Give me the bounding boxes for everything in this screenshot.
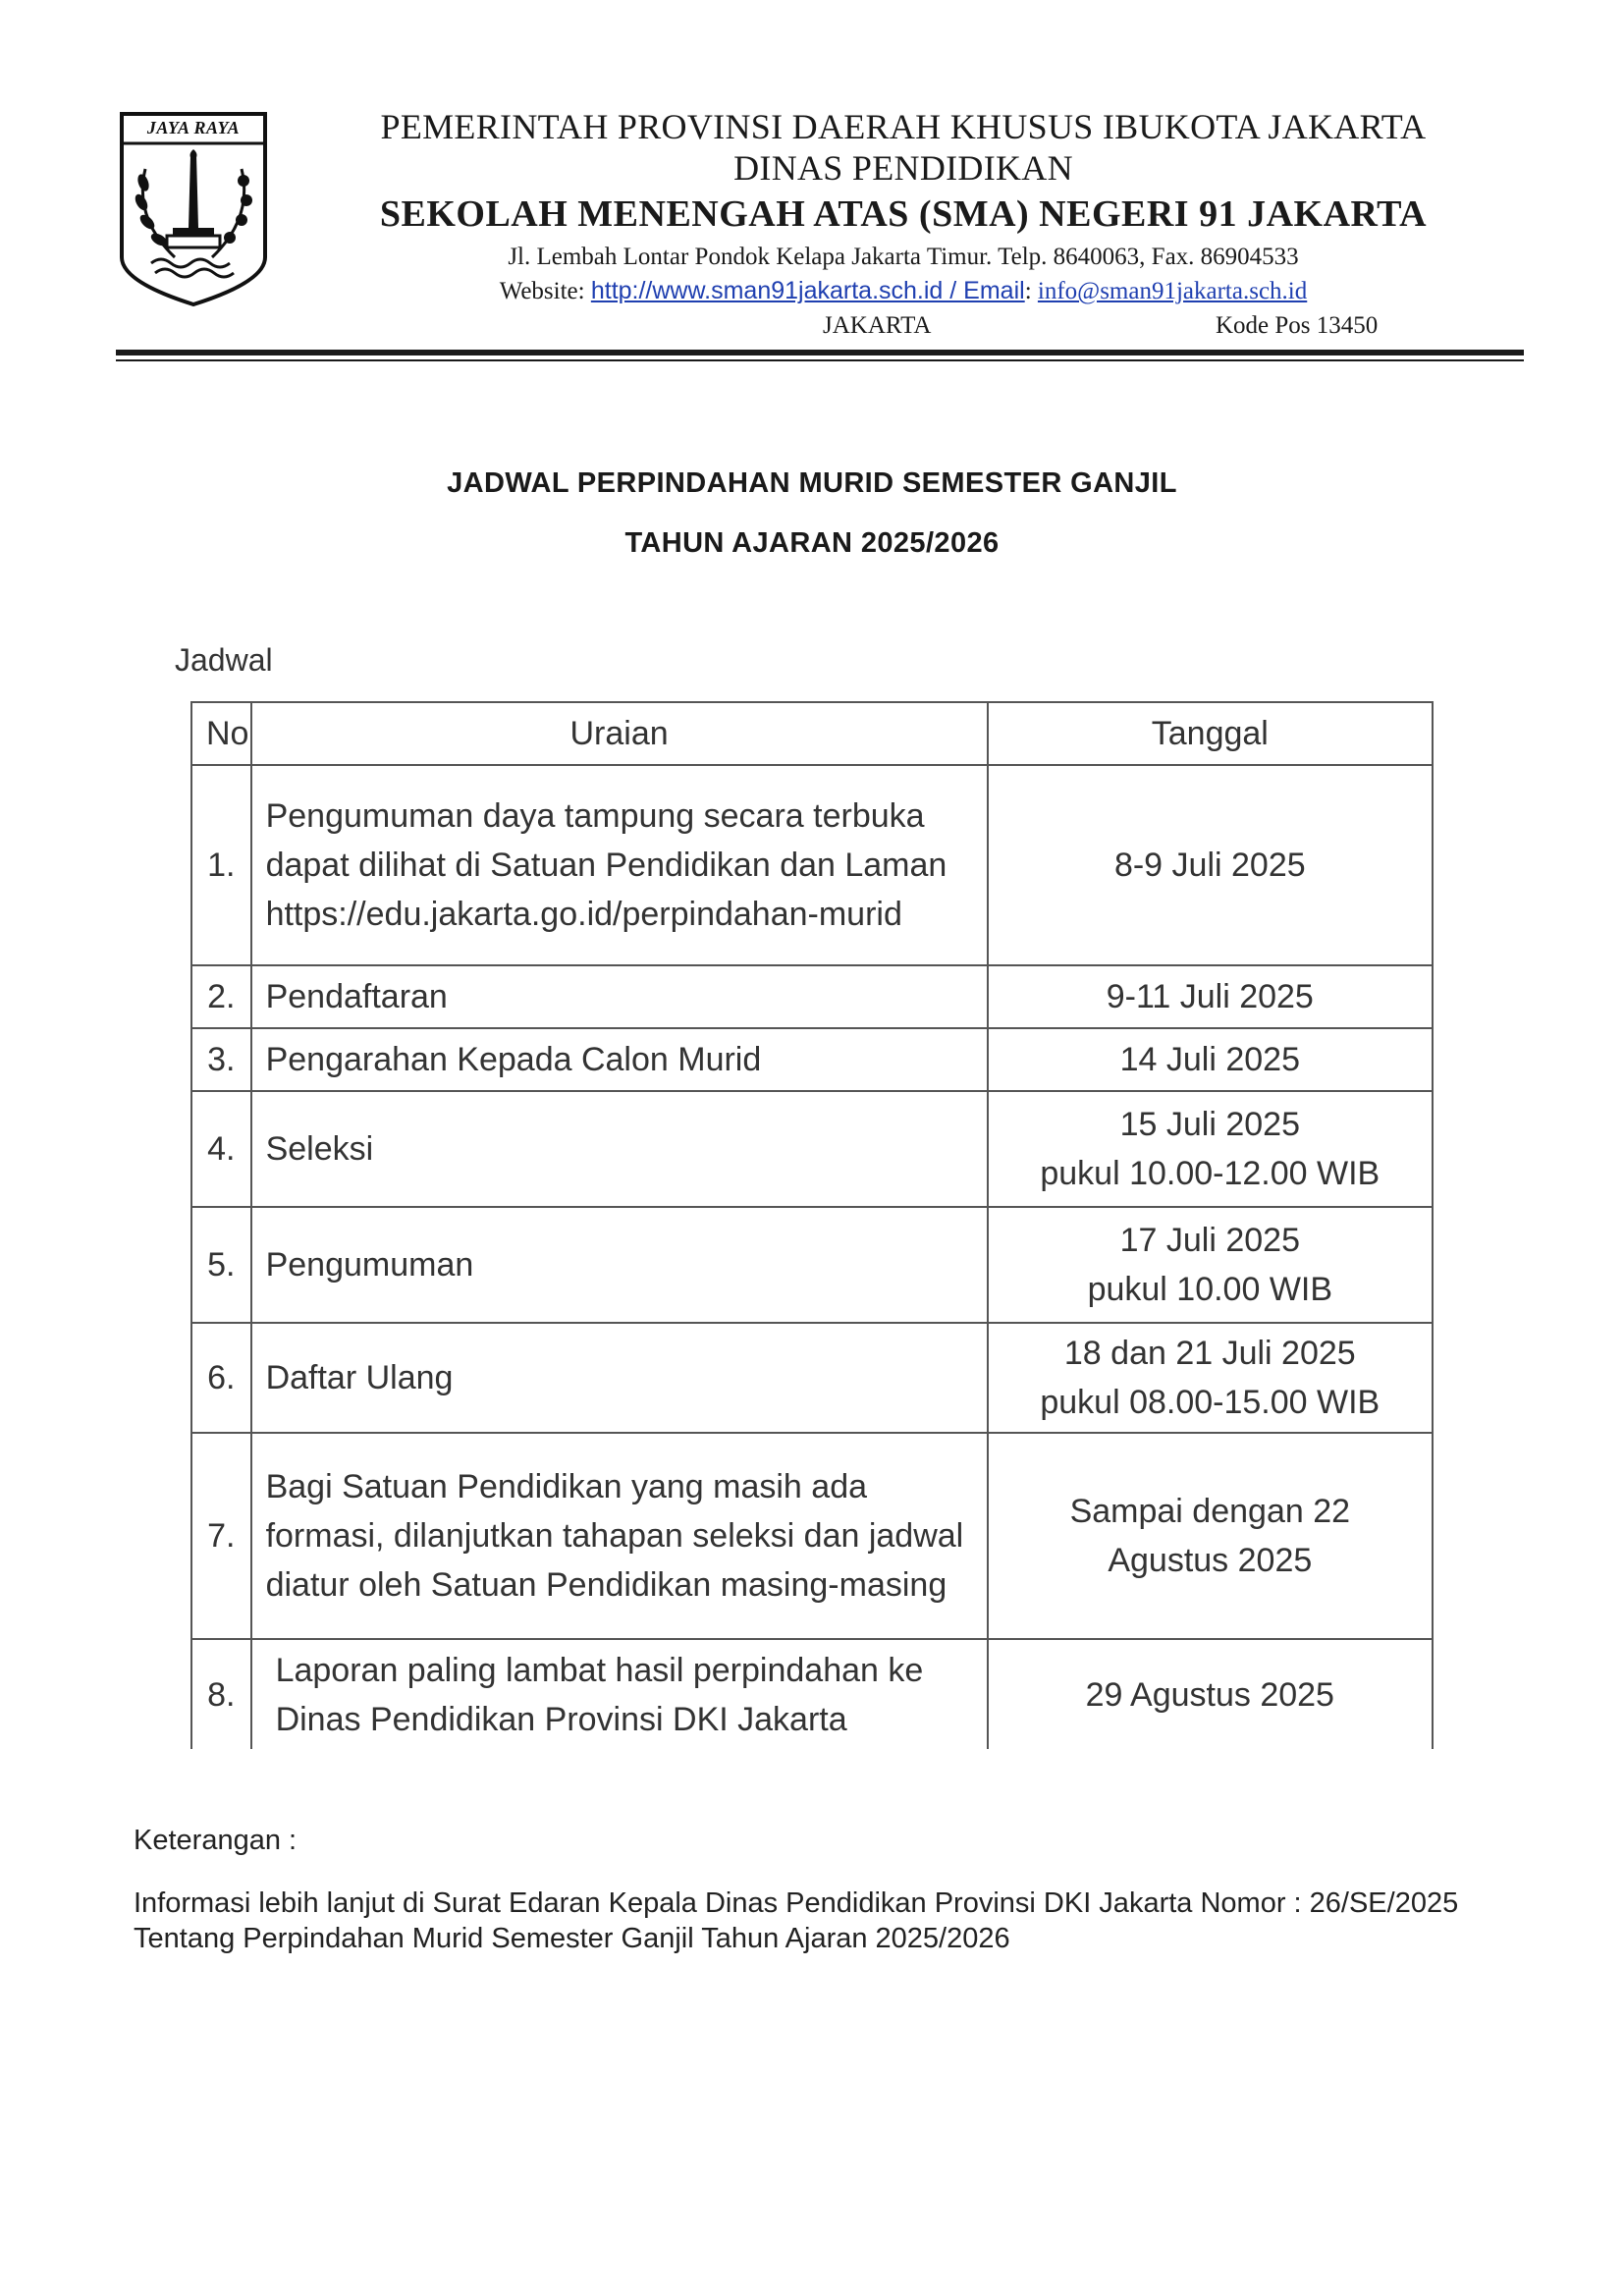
row-uraian: Bagi Satuan Pendidikan yang masih ada formasi, dilanjutkan tahapan seleksi dan jadwal diatur oleh Satuan Pendidikan masing-masing xyxy=(251,1433,988,1639)
letterhead-government: PEMERINTAH PROVINSI DAERAH KHUSUS IBUKOTA JAKARTA xyxy=(380,107,1427,146)
row-uraian: Seleksi xyxy=(251,1091,988,1207)
row-tanggal: 15 Juli 2025 xyxy=(1119,1106,1300,1143)
header-no: No xyxy=(191,702,251,765)
letterhead-contact xyxy=(295,277,1512,305)
row-tanggal-cell xyxy=(988,1323,1433,1433)
table-row xyxy=(191,965,1433,1028)
row-time: pukul 10.00 WIB xyxy=(1087,1271,1333,1308)
row-no: 5. xyxy=(191,1207,251,1323)
row-no: 4. xyxy=(191,1091,251,1207)
header-uraian: Uraian xyxy=(251,702,988,765)
row-tanggal: 14 Juli 2025 xyxy=(988,1028,1433,1091)
table-row xyxy=(191,1639,1433,1749)
letterhead-school-name: SEKOLAH MENENGAH ATAS (SMA) NEGERI 91 JAKARTA xyxy=(379,193,1428,235)
email-separator: : xyxy=(1024,278,1038,304)
row-uraian: Laporan paling lambat hasil perpindahan ke Dinas Pendidikan Provinsi DKI Jakarta xyxy=(251,1639,988,1749)
table-row xyxy=(191,1091,1433,1207)
logo-motto: JAYA RAYA xyxy=(146,118,241,137)
row-tanggal: 17 Juli 2025 xyxy=(1119,1222,1300,1259)
letterhead-city: JAKARTA xyxy=(823,312,932,339)
row-no: 3. xyxy=(191,1028,251,1091)
notes-body: Informasi lebih lanjut di Surat Edaran Kepala Dinas Pendidikan Provinsi DKI Jakarta Nomor : 26/SE/2025 Tentang Perpindahan Murid Semester Ganjil Tahun Ajaran 2025/2026 xyxy=(134,1887,1459,1954)
jakarta-coat-of-arms-icon xyxy=(116,110,271,308)
row-uraian: Pengarahan Kepada Calon Murid xyxy=(251,1028,988,1091)
document-title: JADWAL PERPINDAHAN MURID SEMESTER GANJIL xyxy=(447,467,1177,499)
row-time: pukul 08.00-15.00 WIB xyxy=(1040,1384,1380,1421)
row-tanggal-cell xyxy=(988,1207,1433,1323)
letterhead-rule-thin xyxy=(116,359,1524,361)
row-uraian: Pengumuman daya tampung secara terbuka dapat dilihat di Satuan Pendidikan dan Laman https://edu.jakarta.go.id/perpindahan-murid xyxy=(251,765,988,965)
website-label: Website: xyxy=(499,278,591,304)
row-tanggal: Sampai dengan 22 Agustus 2025 xyxy=(988,1433,1433,1639)
letterhead-rule-thick xyxy=(116,350,1524,355)
row-tanggal: 29 Agustus 2025 xyxy=(988,1639,1433,1749)
row-no: 8. xyxy=(191,1639,251,1749)
row-no: 6. xyxy=(191,1323,251,1433)
notes-heading: Keterangan : xyxy=(134,1825,298,1856)
row-time: pukul 10.00-12.00 WIB xyxy=(1040,1155,1380,1192)
table-row xyxy=(191,1207,1433,1323)
row-no: 1. xyxy=(191,765,251,965)
letterhead-department: DINAS PENDIDIKAN xyxy=(733,148,1073,188)
website-link[interactable]: http://www.sman91jakarta.sch.id / Email xyxy=(590,277,1025,304)
row-uraian: Daftar Ulang xyxy=(251,1323,988,1433)
table-header-row xyxy=(191,702,1433,765)
row-no: 2. xyxy=(191,965,251,1028)
email-link[interactable]: info@sman91jakarta.sch.id xyxy=(1037,278,1308,304)
table-row xyxy=(191,1028,1433,1091)
row-tanggal: 18 dan 21 Juli 2025 xyxy=(1063,1335,1356,1372)
row-no: 7. xyxy=(191,1433,251,1639)
row-tanggal: 8-9 Juli 2025 xyxy=(988,765,1433,965)
row-uraian: Pengumuman xyxy=(251,1207,988,1323)
schedule-table xyxy=(190,701,1434,1749)
row-tanggal-cell xyxy=(988,1091,1433,1207)
row-uraian: Pendaftaran xyxy=(251,965,988,1028)
table-row xyxy=(191,1433,1433,1639)
table-caption: Jadwal xyxy=(175,642,273,678)
table-row xyxy=(191,765,1433,965)
letterhead-address: Jl. Lembah Lontar Pondok Kelapa Jakarta Timur. Telp. 8640063, Fax. 86904533 xyxy=(508,244,1299,270)
header-tanggal: Tanggal xyxy=(988,702,1433,765)
row-tanggal: 9-11 Juli 2025 xyxy=(988,965,1433,1028)
letterhead-postal-code: Kode Pos 13450 xyxy=(1216,312,1379,339)
table-row xyxy=(191,1323,1433,1433)
document-subtitle: TAHUN AJARAN 2025/2026 xyxy=(624,527,1000,559)
